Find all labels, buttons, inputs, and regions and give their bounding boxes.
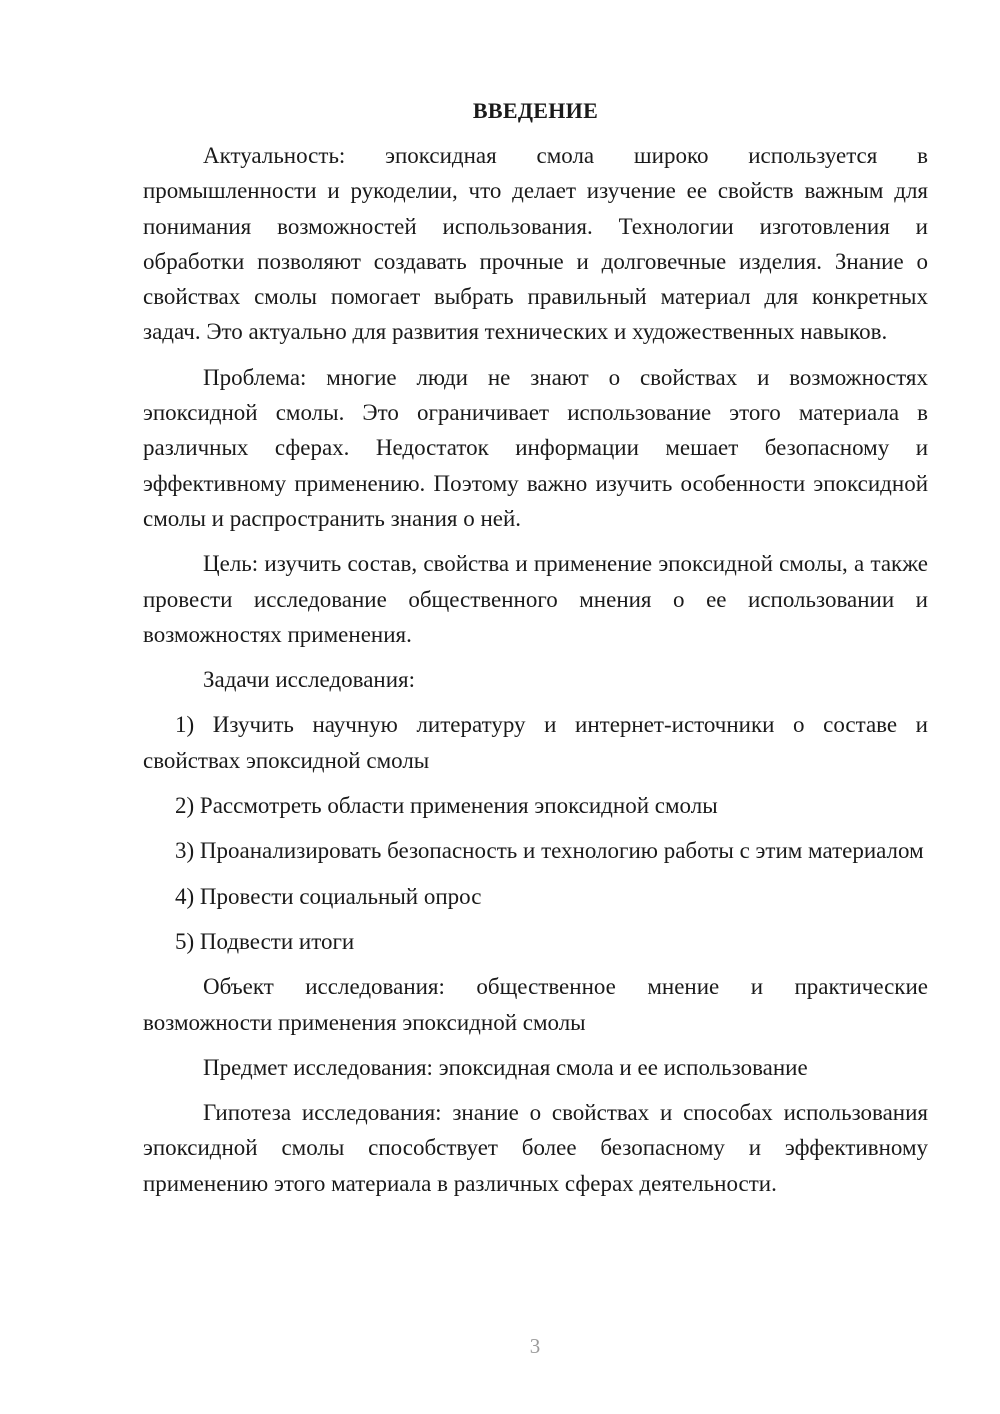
tasks-heading: Задачи исследования: — [203, 667, 416, 693]
paragraph-relevance: Актуальность: эпоксидная смола широко используется в промышленности и рукоделии, что делает изучение ее свойств важным для понимания возможностей использования. Технологии изготовления и обработки позволяют создавать прочные и долговечные изделия. Знание о свойствах смолы помогает выбрать правильный материал для конкретных задач. Это актуально для развития технических и художественных навыков. — [143, 143, 928, 345]
task-item: 5) Подвести итоги — [175, 928, 355, 954]
task-item: 3) Проанализировать безопасность и технологию работы с этим материалом — [175, 838, 924, 864]
paragraph-problem: Проблема: многие люди не знают о свойствах и возможностях эпоксидной смолы. Это ограничивает использование этого материала в различных сферах. Недостаток информации мешает безопасному и эффективному применению. Поэтому важно изучить особенности эпоксидной смолы и распространить знания о ней. — [143, 364, 928, 531]
task-item: 1) Изучить научную литературу и интернет-источники о составе и свойствах эпоксидной смолы — [143, 712, 928, 773]
page-content — [143, 93, 928, 1201]
task-item: 4) Провести социальный опрос — [175, 883, 482, 909]
section-title: ВВЕДЕНИЕ — [472, 98, 599, 123]
paragraph-object: Объект исследования: общественное мнение и практические возможности применения эпоксидной смолы — [143, 974, 928, 1035]
page-number: 3 — [529, 1334, 541, 1358]
paragraph-subject: Предмет исследования: эпоксидная смола и ее использование — [203, 1054, 808, 1080]
paragraph-goal: Цель: изучить состав, свойства и применение эпоксидной смолы, а также провести исследование общественного мнения о ее использовании и возможностях применения. — [143, 551, 928, 647]
paragraph-hypothesis: Гипотеза исследования: знание о свойствах и способах использования эпоксидной смолы способствует более безопасному и эффективному применению этого материала в различных сферах деятельности. — [143, 1100, 928, 1196]
task-item: 2) Рассмотреть области применения эпоксидной смолы — [175, 793, 718, 819]
